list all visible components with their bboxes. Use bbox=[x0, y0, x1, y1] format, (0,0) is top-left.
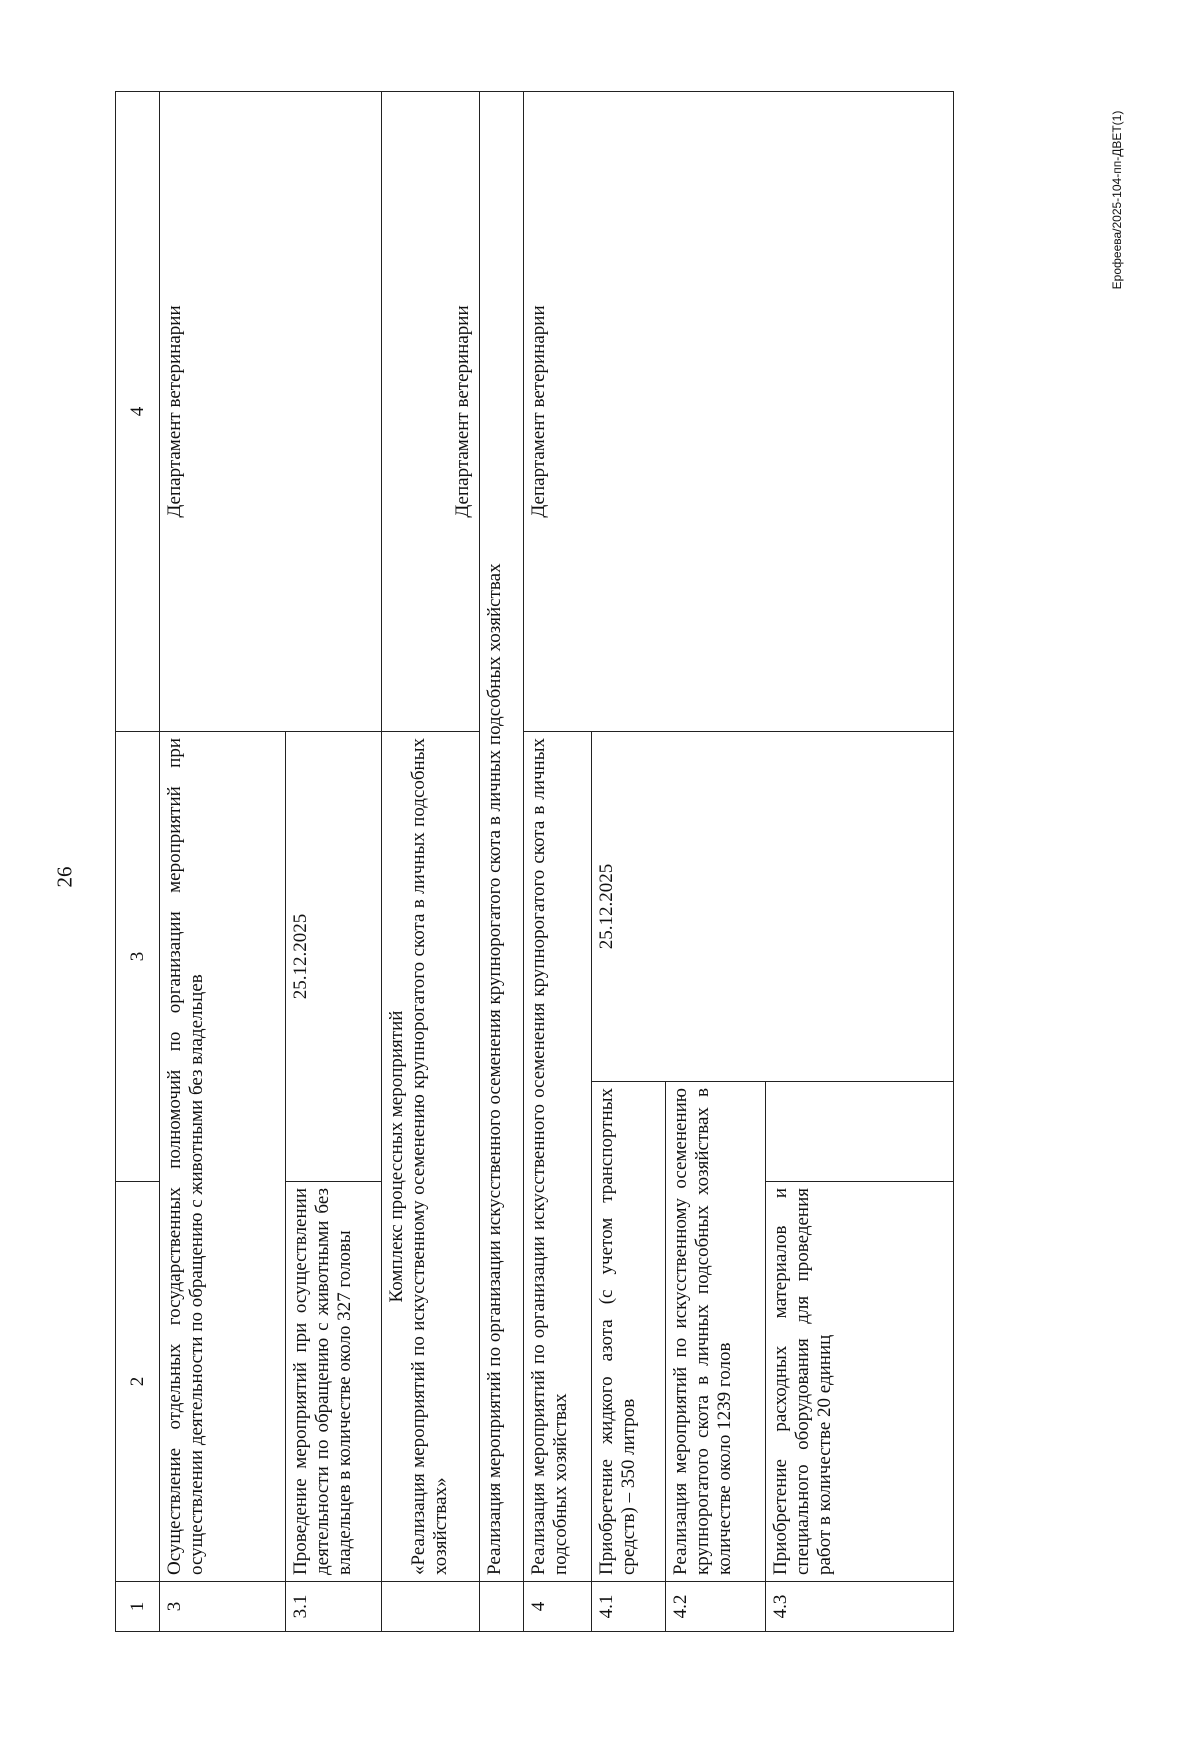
empty-cell bbox=[766, 1082, 954, 1182]
rotated-table-container bbox=[115, 92, 953, 1632]
measures-table bbox=[115, 91, 954, 1632]
header-col-2: 2 bbox=[116, 1182, 160, 1582]
row-description: Приобретение жидкого азота (с учетом транспортных средств) – 350 литров bbox=[592, 1082, 666, 1582]
header-col-4: 4 bbox=[116, 92, 160, 732]
row-description: Проведение мероприятий при осуществлении деятельности по обращению с животными без владельцев в количестве около 327 головы bbox=[286, 1182, 382, 1582]
empty-cell bbox=[480, 1582, 524, 1632]
row-description: Реализация мероприятий по искусственному осеменению крупнорогатого скота в личных подсобных хозяйствах в количестве около 1239 голов bbox=[666, 1082, 766, 1582]
row-number: 4.1 bbox=[592, 1582, 666, 1632]
row-description: Приобретение расходных материалов и специального оборудования для проведения работ в количестве 20 единиц bbox=[766, 1182, 954, 1582]
task-heading: Реализация мероприятий по организации искусственного осеменения крупнорогатого скота в личных подсобных хозяйствах bbox=[480, 92, 524, 1582]
empty-cell bbox=[382, 1582, 480, 1632]
row-description: Осуществление отдельных государственных полномочий по организации мероприятий при осуществлении деятельности по обращению с животными без владельцев bbox=[160, 732, 286, 1582]
process-complex-heading bbox=[382, 732, 480, 1582]
responsible-department: Департамент ветеринарии bbox=[160, 92, 382, 732]
table-row bbox=[480, 92, 524, 1632]
row-number: 4.2 bbox=[666, 1582, 766, 1632]
header-row bbox=[116, 92, 160, 1632]
table-row bbox=[382, 92, 480, 1632]
complex-subtitle: «Реализация мероприятий по искусственному осеменению крупнорогатого скота в личных подсобных хозяйствах» bbox=[407, 738, 451, 1575]
page-number: 26 bbox=[52, 866, 77, 888]
row-number: 3 bbox=[160, 1582, 286, 1632]
deadline-date: 25.12.2025 bbox=[286, 732, 382, 1182]
table-row bbox=[524, 92, 592, 1632]
row-number: 4 bbox=[524, 1582, 592, 1632]
row-number: 3.1 bbox=[286, 1582, 382, 1632]
responsible-department: Департамент ветеринарии bbox=[524, 92, 954, 732]
row-number: 4.3 bbox=[766, 1582, 954, 1632]
responsible-department: Департамент ветеринарии bbox=[382, 92, 480, 732]
header-col-1: 1 bbox=[116, 1582, 160, 1632]
deadline-date: 25.12.2025 bbox=[592, 732, 954, 1082]
document-code: Ерофеева/2025-104-пп-ДВЕТ(1) bbox=[1110, 110, 1124, 290]
complex-title: Комплекс процессных мероприятий bbox=[386, 1010, 407, 1303]
row-description: Реализация мероприятий по организации искусственного осеменения крупнорогатого скота в личных подсобных хозяйствах bbox=[524, 732, 592, 1582]
table-row bbox=[160, 92, 286, 1632]
header-col-3: 3 bbox=[116, 732, 160, 1182]
